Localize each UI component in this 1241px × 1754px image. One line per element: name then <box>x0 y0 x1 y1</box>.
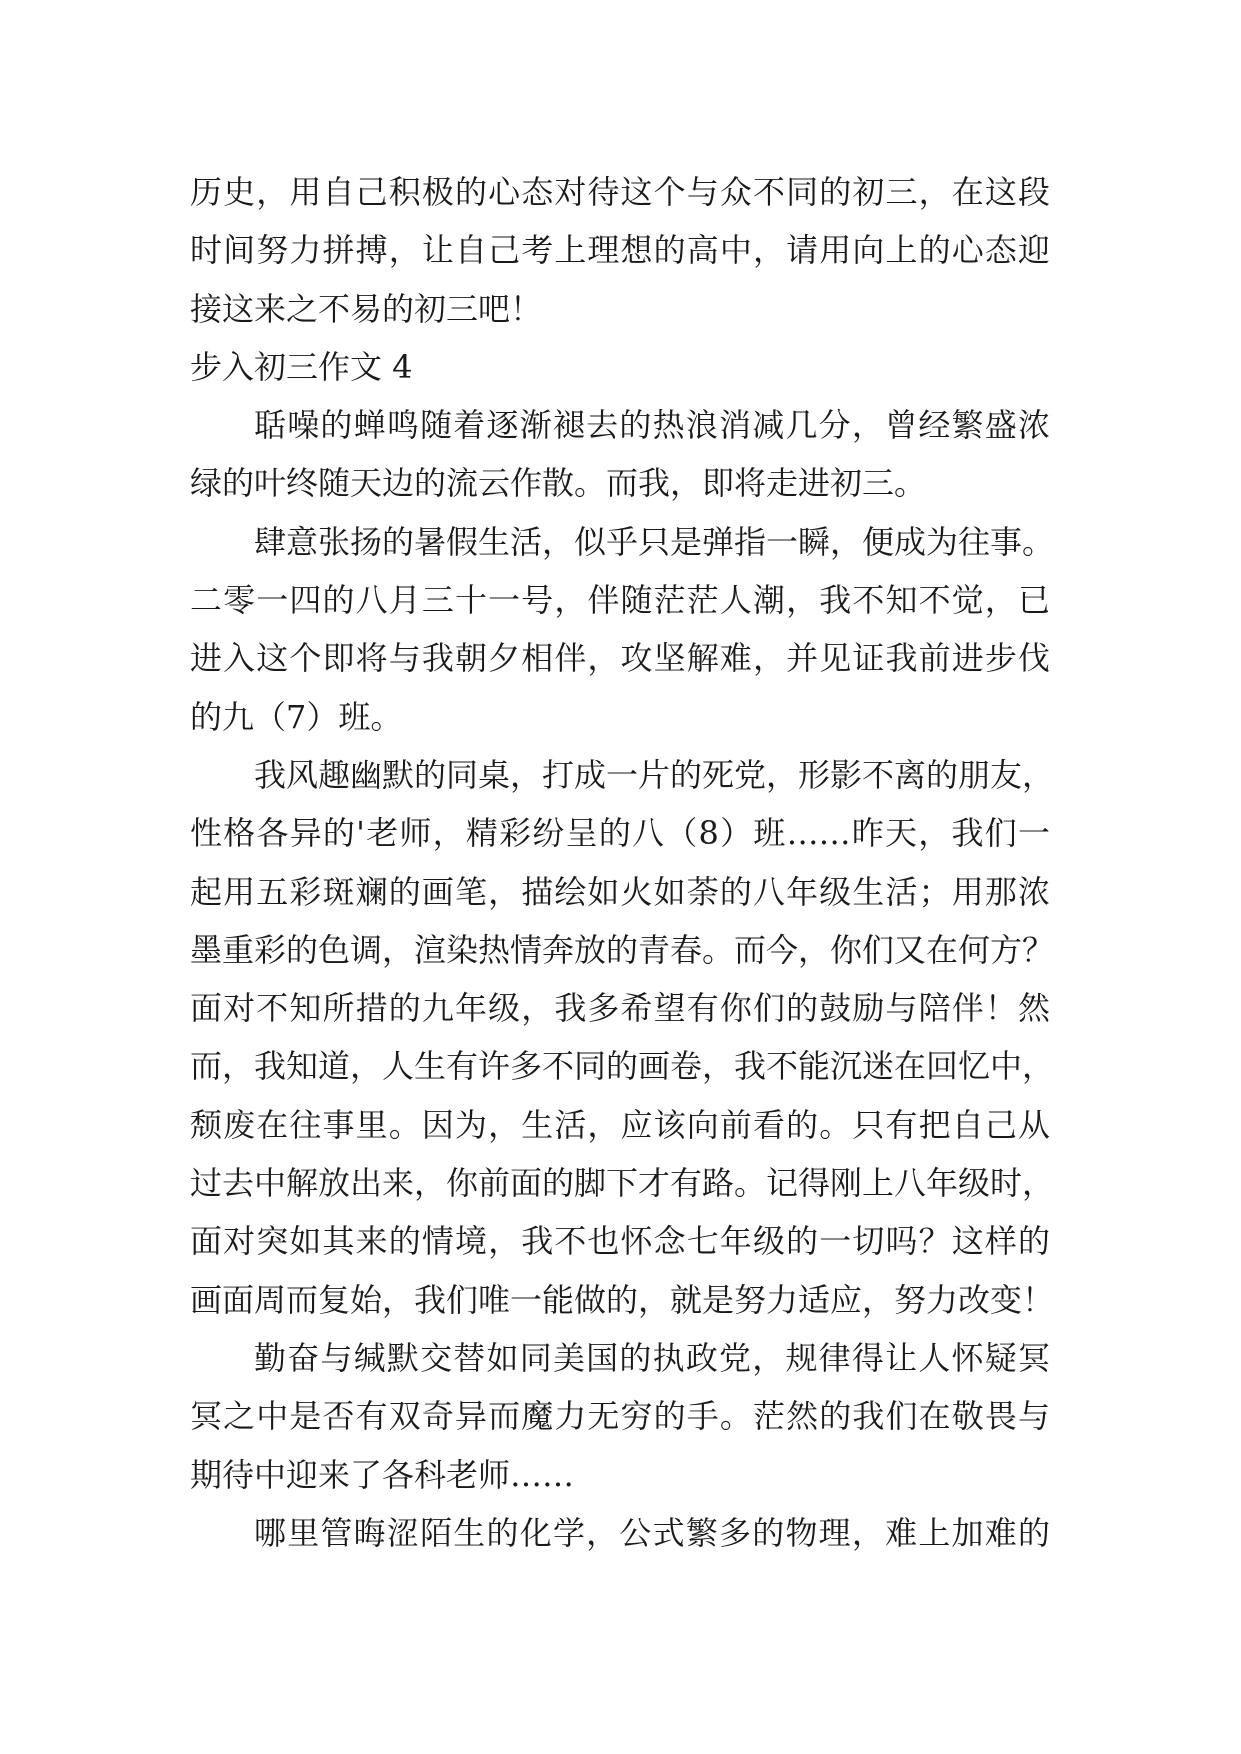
text-line: 颓废在往事里。因为，生活，应该向前看的。只有把自己从 <box>190 1105 1050 1144</box>
text-line: 冥之中是否有双奇异而魔力无穷的手。茫然的我们在敬畏与 <box>190 1397 1050 1436</box>
text-line: 而，我知道，人生有许多不同的画卷，我不能沉迷在回忆中， <box>190 1047 1055 1086</box>
text-line: 接这来之不易的初三吧！ <box>190 289 543 328</box>
paragraph-first-line: 肆意张扬的暑假生活，似乎只是弹指一瞬，便成为往事。 <box>254 522 1055 561</box>
text-line: 时间努力拼搏，让自己考上理想的高中，请用向上的心态迎 <box>190 231 1050 270</box>
text-line: 的九（7）班。 <box>190 697 403 736</box>
text-line: 历史，用自己积极的心态对待这个与众不同的初三，在这段 <box>190 173 1050 211</box>
text-line: 面对突如其来的情境，我不也怀念七年级的一切吗？这样的 <box>190 1222 1050 1261</box>
text-line: 二零一四的八月三十一号，伴随茫茫人潮，我不知不觉，已 <box>190 581 1050 620</box>
text-line: 过去中解放出来，你前面的脚下才有路。记得刚上八年级时， <box>190 1164 1055 1203</box>
text-line: 起用五彩斑斓的画笔，描绘如火如荼的八年级生活；用那浓 <box>190 872 1050 911</box>
text-line: 画面周而复始，我们唯一能做的，就是努力适应，努力改变！ <box>190 1280 1055 1319</box>
article-body <box>190 163 1055 1562</box>
text-line: 进入这个即将与我朝夕相伴，攻坚解难，并见证我前进步伐 <box>190 639 1050 678</box>
section-heading: 步入初三作文 4 <box>190 347 413 386</box>
text-line: 期待中迎来了各科老师…… <box>190 1455 575 1494</box>
paragraph-first-line: 哪里管晦涩陌生的化学，公式繁多的物理，难上加难的 <box>254 1513 1050 1552</box>
paragraph-first-line: 勤奋与缄默交替如同美国的执政党，规律得让人怀疑冥 <box>254 1338 1050 1377</box>
text-line: 墨重彩的色调，渲染热情奔放的青春。而今，你们又在何方？ <box>190 930 1055 969</box>
text-line: 绿的叶终随天边的流云作散。而我，即将走进初三。 <box>190 464 927 503</box>
paragraph-first-line: 我风趣幽默的同桌，打成一片的死党，形影不离的朋友， <box>254 755 1055 794</box>
text-line: 性格各异的'老师，精彩纷呈的八（8）班……昨天，我们一 <box>190 814 1050 853</box>
text-line: 面对不知所措的九年级，我多希望有你们的鼓励与陪伴！然 <box>190 989 1050 1028</box>
paragraph-first-line: 聒噪的蝉鸣随着逐渐褪去的热浪消减几分，曾经繁盛浓 <box>254 406 1050 445</box>
